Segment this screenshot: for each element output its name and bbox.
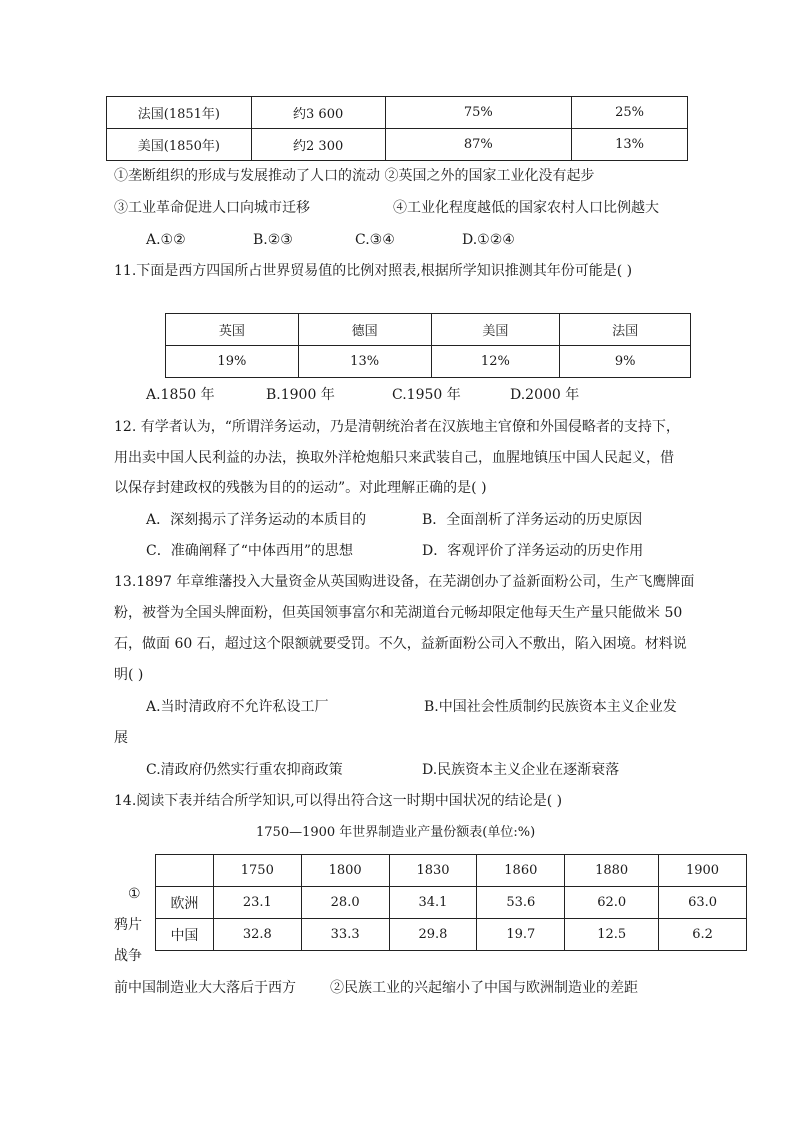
q13-option-d[interactable]: D.民族资本主义企业在逐渐衰落 xyxy=(422,762,620,778)
table-header-row xyxy=(156,855,747,887)
q12-option-b[interactable]: B．全面剖析了洋务运动的历史原因 xyxy=(422,512,643,528)
table-cell: 约2 300 xyxy=(251,129,385,161)
q10-option-c[interactable]: C.③④ xyxy=(355,232,395,248)
q10-statement-4: ④工业化程度越低的国家农村人口比例越大 xyxy=(393,200,659,216)
table-cell: 法国(1851年) xyxy=(107,97,252,129)
table-cell: 13% xyxy=(572,129,688,161)
table-cell: 6.2 xyxy=(659,919,747,951)
q12-line-1: 12. 有学者认为，“所谓洋务运动，乃是清朝统治者在汉族地主官僚和外国侵略者的支持下， xyxy=(114,419,680,435)
table-header-cell: 德国 xyxy=(298,314,431,346)
table-cell: 53.6 xyxy=(477,887,565,919)
table-header-cell: 1880 xyxy=(565,855,659,887)
table-cell: 9% xyxy=(560,346,691,378)
q12-option-c[interactable]: C．准确阐释了“中体西用”的思想 xyxy=(146,543,354,559)
table-header-cell: 1750 xyxy=(213,855,301,887)
q10-statements-line1: ①垄断组织的形成与发展推动了人口的流动 ②英国之外的国家工业化没有起步 xyxy=(114,168,595,184)
trade-share-table xyxy=(165,313,691,378)
q11-option-b[interactable]: B.1900 年 xyxy=(266,387,335,403)
q10-option-b[interactable]: B.②③ xyxy=(253,232,293,248)
table-cell: 23.1 xyxy=(213,887,301,919)
q13-option-b-continued: 展 xyxy=(114,730,128,746)
q14-side-text-1: ① xyxy=(128,886,141,902)
q12-option-a[interactable]: A．深刻揭示了洋务运动的本质目的 xyxy=(146,512,367,528)
table-header-cell: 1800 xyxy=(301,855,389,887)
table-cell: 约3 600 xyxy=(251,97,385,129)
q13-line-4: 明( ) xyxy=(114,667,144,683)
q14-side-text-2: 鸦片 xyxy=(114,917,142,933)
manufacturing-share-table xyxy=(155,854,747,951)
table-header-cell: 1830 xyxy=(389,855,477,887)
table-row xyxy=(156,887,747,919)
table-cell: 29.8 xyxy=(389,919,477,951)
q12-line-3: 以保存封建政权的残骸为目的的运动”。对此理解正确的是( ) xyxy=(114,480,487,496)
table-cell: 75% xyxy=(385,97,572,129)
population-table xyxy=(106,96,688,161)
q11-option-a[interactable]: A.1850 年 xyxy=(146,387,215,403)
q14-last-line-b: ②民族工业的兴起缩小了中国与欧洲制造业的差距 xyxy=(330,980,638,996)
q14-table-title: 1750—1900 年世界制造业产量份额表(单位:%) xyxy=(256,825,536,840)
q10-option-d[interactable]: D.①②④ xyxy=(462,232,515,248)
table-header-cell: 1860 xyxy=(477,855,565,887)
table-cell: 34.1 xyxy=(389,887,477,919)
q12-option-d[interactable]: D．客观评价了洋务运动的历史作用 xyxy=(422,543,644,559)
q13-option-b[interactable]: B.中国社会性质制约民族资本主义企业发 xyxy=(424,699,677,715)
table-cell: 28.0 xyxy=(301,887,389,919)
table-header-cell: 法国 xyxy=(560,314,691,346)
table-row xyxy=(107,129,688,161)
q13-line-2: 粉，被誉为全国头牌面粉，但英国领事富尔和芜湖道台元畅却限定他每天生产量只能做米 50 xyxy=(114,605,683,621)
table-cell: 12.5 xyxy=(565,919,659,951)
q14-side-text-3: 战争 xyxy=(114,948,142,964)
table-cell: 19% xyxy=(166,346,299,378)
table-row xyxy=(107,97,688,129)
table-header-cell: 美国 xyxy=(431,314,560,346)
q14-last-line-a: 前中国制造业大大落后于西方 xyxy=(114,980,296,996)
table-cell: 13% xyxy=(298,346,431,378)
q13-option-a[interactable]: A.当时清政府不允许私设工厂 xyxy=(146,699,329,715)
table-cell: 62.0 xyxy=(565,887,659,919)
table-row-label: 中国 xyxy=(156,919,214,951)
table-cell: 25% xyxy=(572,97,688,129)
table-header-row xyxy=(166,314,691,346)
table-cell: 美国(1850年) xyxy=(107,129,252,161)
table-cell: 32.8 xyxy=(213,919,301,951)
table-cell: 87% xyxy=(385,129,572,161)
table-row xyxy=(166,346,691,378)
q13-line-3: 石，做面 60 石，超过这个限额就要受罚。不久，益新面粉公司入不敷出，陷入困境。材料说 xyxy=(114,636,687,652)
table-cell: 33.3 xyxy=(301,919,389,951)
q10-statement-3: ③工业革命促进人口向城市迁移 xyxy=(114,200,310,216)
q10-option-a[interactable]: A.①② xyxy=(146,232,186,248)
table-cell: 63.0 xyxy=(659,887,747,919)
q13-option-c[interactable]: C.清政府仍然实行重农抑商政策 xyxy=(146,762,343,778)
table-row-label: 欧洲 xyxy=(156,887,214,919)
table-corner-cell xyxy=(156,855,214,887)
table-header-cell: 1900 xyxy=(659,855,747,887)
table-row xyxy=(156,919,747,951)
q11-option-d[interactable]: D.2000 年 xyxy=(510,387,580,403)
table-cell: 12% xyxy=(431,346,560,378)
q13-line-1: 13.1897 年章维藩投入大量资金从英国购进设备，在芜湖创办了益新面粉公司，生产飞鹰牌面 xyxy=(114,574,695,590)
q14-stem: 14.阅读下表并结合所学知识,可以得出符合这一时期中国状况的结论是( ) xyxy=(114,793,563,809)
table-cell: 19.7 xyxy=(477,919,565,951)
q11-option-c[interactable]: C.1950 年 xyxy=(392,387,461,403)
table-header-cell: 英国 xyxy=(166,314,299,346)
q11-stem: 11.下面是西方四国所占世界贸易值的比例对照表,根据所学知识推测其年份可能是( ) xyxy=(114,263,633,279)
q12-line-2: 用出卖中国人民利益的办法，换取外洋枪炮船只来武装自己，血腥地镇压中国人民起义，借 xyxy=(114,450,674,466)
